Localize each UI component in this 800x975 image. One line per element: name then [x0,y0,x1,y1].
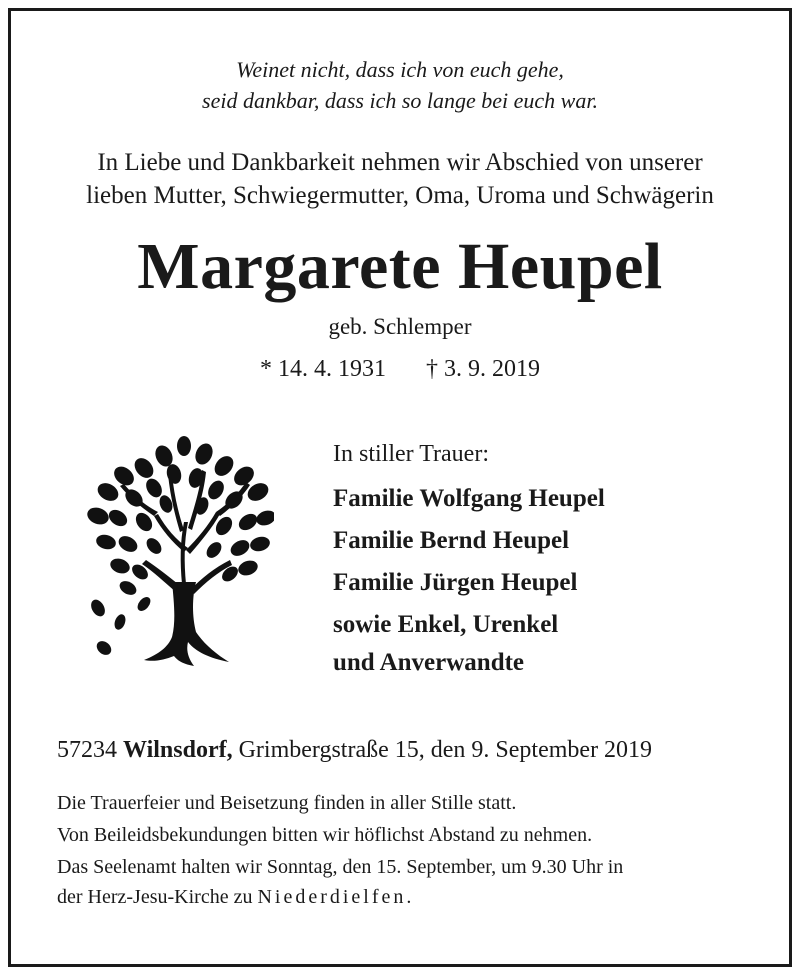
quote-line-1: Weinet nicht, dass ich von euch gehe, [236,57,564,82]
mourners-lead: In stiller Trauer: [333,441,489,467]
maiden-name: geb. Schlemper [328,314,472,339]
postcode: 57234 [57,737,117,763]
intro-line-1: In Liebe und Dankbarkeit nehmen wir Abschied von unserer [97,149,703,176]
family-juergen: Familie Jürgen Heupel [333,569,578,596]
note-mass [57,852,757,912]
quote-line-2: seid dankbar, dass ich so lange bei euch war. [202,88,598,113]
death-date: † 3. 9. 2019 [426,356,540,382]
street-date: Grimbergstraße 15, den 9. September 2019 [238,737,653,763]
life-dates [0,353,800,385]
mourners [333,438,605,680]
other-relatives-line-1: sowie Enkel, Urenkel [333,611,559,638]
intro-line-2: lieben Mutter, Schwiegermutter, Oma, Uroma und Schwägerin [86,182,714,209]
family-wolfgang: Familie Wolfgang Heupel [333,485,605,512]
notes [57,788,757,914]
note-ceremony: Die Trauerfeier und Beisetzung finden in aller Stille statt. [57,792,517,814]
other-relatives-line-2: und Anverwandte [333,649,525,676]
intro-text [0,146,800,212]
address-line [57,734,652,766]
quote [0,54,800,116]
deceased-name: Margarete Heupel [137,230,663,303]
note-mass-line-2: der Herz-Jesu-Kirche zu [57,886,253,908]
birth-date: * 14. 4. 1931 [260,356,386,382]
note-mass-place: Niederdielfen. [257,886,415,908]
note-mass-line-1: Das Seelenamt halten wir Sonntag, den 15. September, um 9.30 Uhr in [57,856,624,878]
family-bernd: Familie Bernd Heupel [333,527,570,554]
note-condolences: Von Beileidsbekundungen bitten wir höflichst Abstand zu nehmen. [57,824,593,846]
town: Wilnsdorf, [123,737,233,763]
tree-icon [84,432,274,672]
